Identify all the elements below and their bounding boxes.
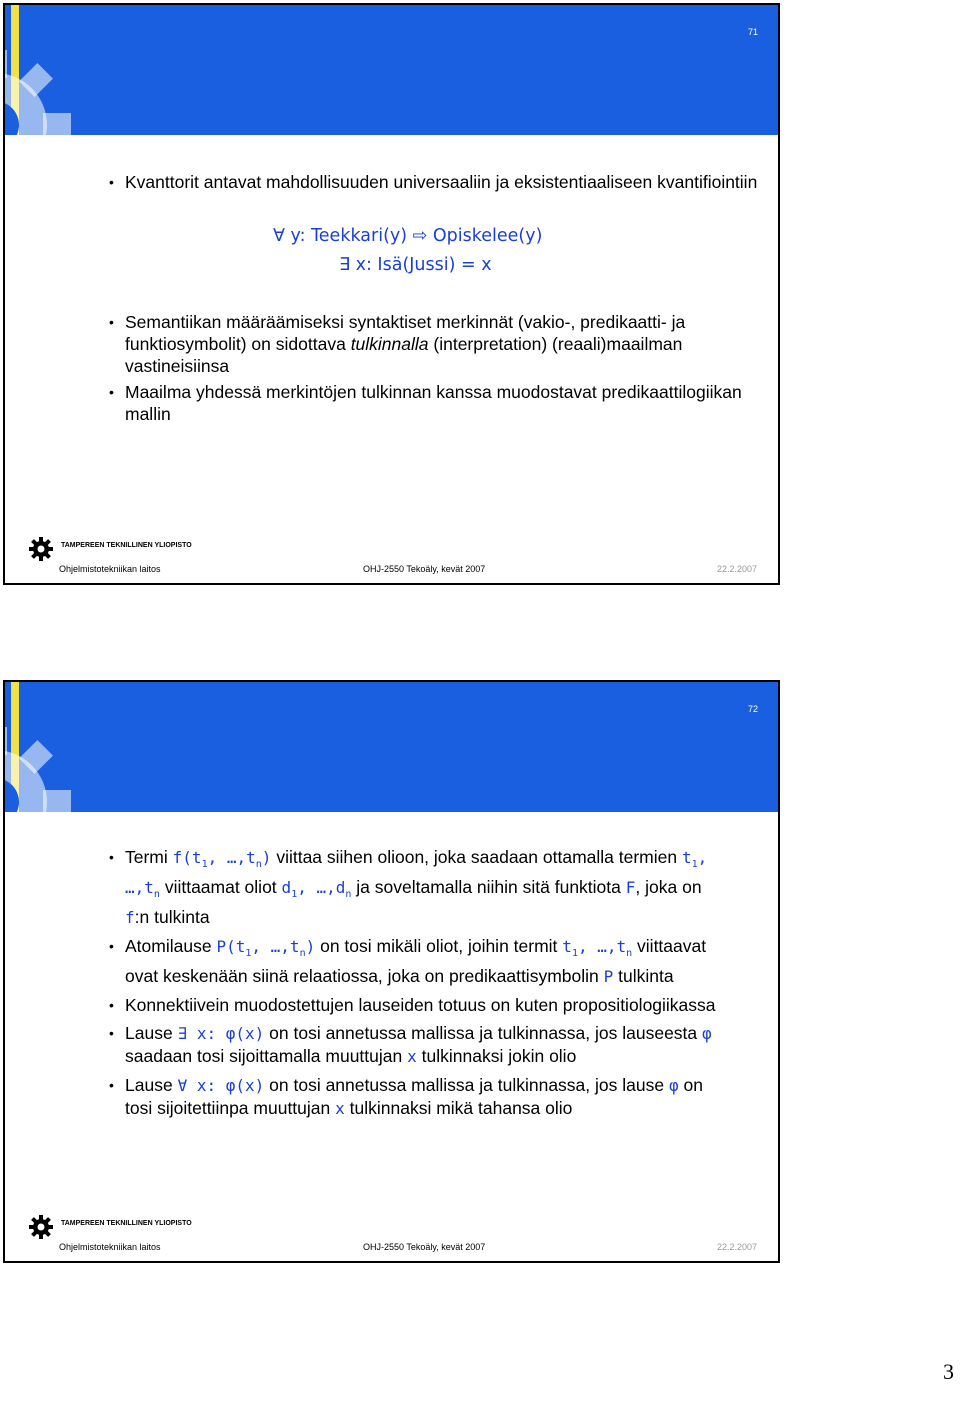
- svg-text:TAMPEREEN TEKNILLINEN YLIOPIST: TAMPEREEN TEKNILLINEN YLIOPISTO: [61, 1220, 192, 1227]
- bullet-item: • Konnektiivein muodostettujen lauseiden totuus on kuten propositiologiikassa: [125, 994, 725, 1016]
- slide-body: [5, 812, 778, 1261]
- department-label: Ohjelmistotekniikan laitos: [59, 564, 161, 574]
- bullet-list: [125, 846, 725, 1124]
- bullet-item: • Lause ∃ x: φ(x) on tosi annetussa mallissa ja tulkinnassa, jos lauseesta φ saadaan tosi sijoittamalla muuttujan x tulkinnaksi jokin olio: [125, 1022, 725, 1068]
- slide-footer: [5, 1215, 778, 1255]
- bullet-item: • Lause ∀ x: φ(x) on tosi annetussa mallissa ja tulkinnassa, jos lause φ on tosi sijoitettiinpa muuttujan x tulkinnaksi mikä tahansa olio: [125, 1074, 725, 1120]
- date-label: 22.2.2007: [717, 564, 758, 574]
- university-logo: [29, 537, 209, 561]
- bullet-item: • Termi $f(t_1$, $\dots,t_n$) viittaa siihen olioon, joka saadaan ottamalla termien $t_1$, $\dots,t_n$ viittaamat oliot $d_1$, $\dots,d_n$ ja soveltamalla niihin sitä funktiota F, joka on f:n tulkinta: [125, 846, 725, 929]
- slide-71: [3, 3, 780, 585]
- page-number: 3: [943, 1359, 954, 1384]
- gear-logo-icon: [29, 1215, 53, 1239]
- course-label: OHJ-2550 Tekoäly, kevät 2007: [363, 1242, 486, 1252]
- slide-number: 72: [747, 704, 758, 714]
- svg-text:TAMPEREEN TEKNILLINEN YLIOPIST: TAMPEREEN TEKNILLINEN YLIOPISTO: [61, 542, 192, 549]
- bullet-item: • Semantiikan määräämiseksi syntaktiset merkinnät (vakio-, predikaatti- ja funktiosymbolit) on sidottava tulkinnalla (interpretation) (reaali)maailman vastineisiinsa: [125, 311, 765, 377]
- bullet-item: • Kvanttorit antavat mahdollisuuden universaaliin ja eksistentiaaliseen kvantifiointiin: [125, 171, 765, 193]
- bullet-list-2: [125, 311, 765, 429]
- bullet-item: • Maailma yhdessä merkintöjen tulkinnan kanssa muodostavat predikaattilogiikan mallin: [125, 381, 765, 425]
- bullet-item: • Atomilause $P(t_1$, $\dots,t_n$) on tosi mikäli oliot, joihin termit $t_1$, $\dots,t_n$ viittaavat ovat keskenään siinä relaatiossa, joka on predikaattisymbolin P tulkinta: [125, 935, 725, 988]
- university-logo: [29, 1215, 209, 1239]
- gear-logo-icon: [29, 537, 53, 561]
- formula-forall: ∀ y: Teekkari(y) ⇨ Opiskelee(y): [273, 226, 543, 246]
- date-label: 22.2.2007: [717, 1242, 758, 1252]
- course-label: OHJ-2550 Tekoäly, kevät 2007: [363, 564, 486, 574]
- slide-header: [5, 5, 778, 135]
- slide-footer: [5, 537, 778, 577]
- department-label: Ohjelmistotekniikan laitos: [59, 1242, 161, 1252]
- formula-exists: ∃ x: Isä(Jussi) = x: [339, 255, 492, 275]
- slide-72: [3, 680, 780, 1263]
- slide-header: [5, 682, 778, 812]
- slide-number: 71: [747, 27, 758, 37]
- bullet-list: [125, 171, 765, 197]
- slide-body: [5, 135, 778, 583]
